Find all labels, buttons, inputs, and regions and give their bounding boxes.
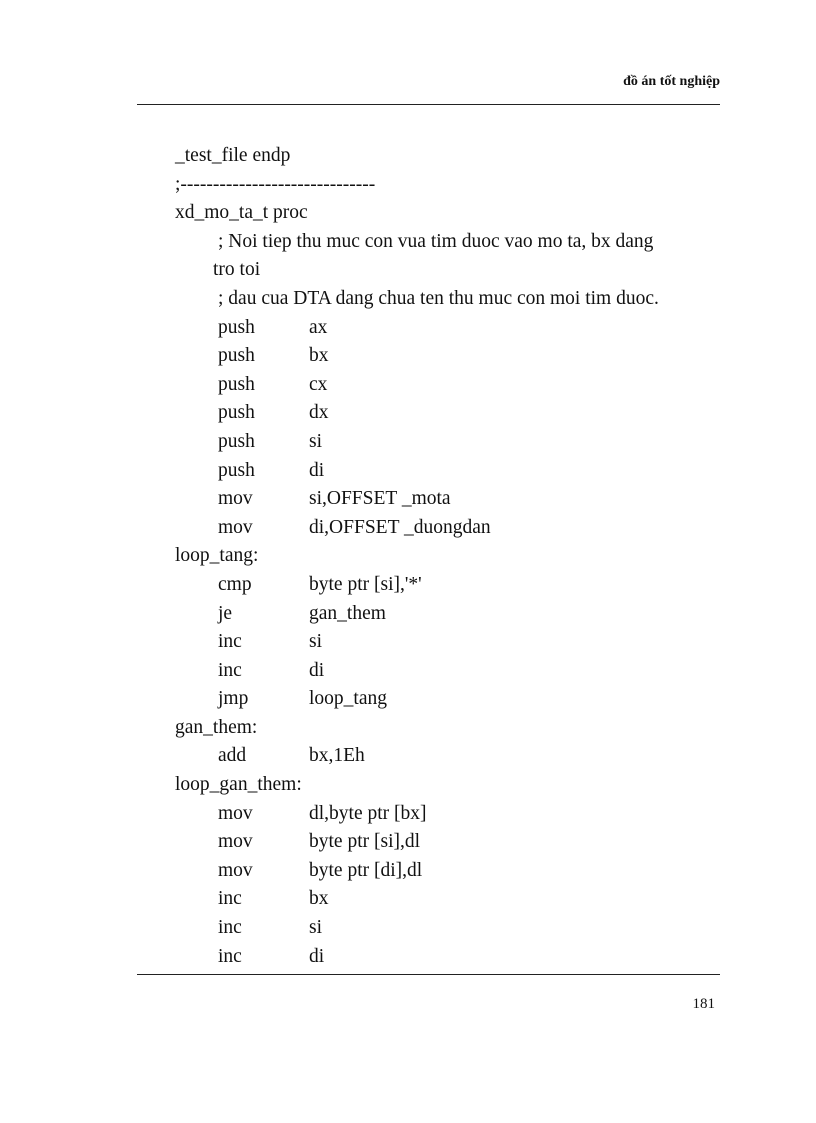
instruction — [175, 457, 735, 486]
instruction — [175, 428, 735, 457]
opcode: cmp — [218, 573, 252, 595]
opcode: jmp — [218, 688, 249, 710]
instruction — [175, 485, 735, 514]
code-line: _test_file endp — [175, 145, 291, 166]
proc-declaration: xd_mo_ta_t proc — [175, 202, 308, 224]
instruction — [175, 657, 735, 686]
running-header: đồ án tốt nghiệp — [623, 74, 720, 89]
instruction — [175, 885, 735, 914]
operand: si — [309, 917, 323, 939]
code-listing — [175, 142, 735, 971]
instruction — [175, 399, 735, 428]
opcode: mov — [218, 488, 253, 510]
instruction — [175, 314, 735, 343]
operand: si,OFFSET _mota — [309, 488, 451, 510]
instruction — [175, 828, 735, 857]
operand: dx — [309, 402, 329, 424]
operand: gan_them — [309, 602, 386, 624]
instruction — [175, 857, 735, 886]
opcode: inc — [218, 888, 242, 910]
comment-line-continued: tro toi — [213, 259, 261, 281]
instruction — [175, 742, 735, 771]
operand: dl,byte ptr [bx] — [309, 802, 427, 824]
opcode: mov — [218, 831, 253, 853]
comment-line: ; Noi tiep thu muc con vua tim duoc vao mo ta, bx dang — [218, 230, 654, 252]
operand: di — [309, 945, 325, 967]
operand: ax — [309, 316, 328, 338]
page-number: 181 — [692, 996, 715, 1012]
operand: loop_tang — [309, 688, 387, 710]
operand: di,OFFSET _duongdan — [309, 516, 491, 538]
footer-rule — [137, 974, 720, 975]
opcode: mov — [218, 516, 253, 538]
opcode: inc — [218, 945, 242, 967]
opcode: mov — [218, 802, 253, 824]
comment-line: ; dau cua DTA dang chua ten thu muc con moi tim duoc. — [218, 287, 659, 309]
opcode: inc — [218, 631, 242, 653]
operand: bx — [309, 345, 329, 367]
instruction — [175, 571, 735, 600]
opcode: push — [218, 402, 255, 424]
instruction — [175, 342, 735, 371]
separator-comment: ;------------------------------ — [175, 173, 376, 195]
instruction — [175, 628, 735, 657]
opcode: push — [218, 430, 255, 452]
operand: byte ptr [di],dl — [309, 859, 423, 881]
opcode: inc — [218, 659, 242, 681]
operand: si — [309, 430, 323, 452]
operand: di — [309, 659, 325, 681]
operand: di — [309, 459, 325, 481]
opcode: push — [218, 373, 255, 395]
instruction — [175, 800, 735, 829]
instruction — [175, 371, 735, 400]
instruction — [175, 943, 735, 972]
operand: cx — [309, 373, 328, 395]
opcode: je — [218, 602, 233, 624]
instruction — [175, 685, 735, 714]
opcode: mov — [218, 859, 253, 881]
opcode: inc — [218, 917, 242, 939]
instruction — [175, 600, 735, 629]
instruction — [175, 514, 735, 543]
operand: si — [309, 631, 323, 653]
operand: bx,1Eh — [309, 745, 365, 767]
code-label: gan_them: — [175, 716, 258, 738]
code-label: loop_tang: — [175, 545, 259, 567]
opcode: push — [218, 459, 255, 481]
header-rule — [137, 104, 720, 105]
instruction — [175, 914, 735, 943]
operand: byte ptr [si],'*' — [309, 573, 422, 595]
opcode: push — [218, 316, 255, 338]
operand: byte ptr [si],dl — [309, 831, 421, 853]
operand: bx — [309, 888, 329, 910]
code-label: loop_gan_them: — [175, 774, 302, 796]
opcode: push — [218, 345, 255, 367]
opcode: add — [218, 745, 247, 767]
